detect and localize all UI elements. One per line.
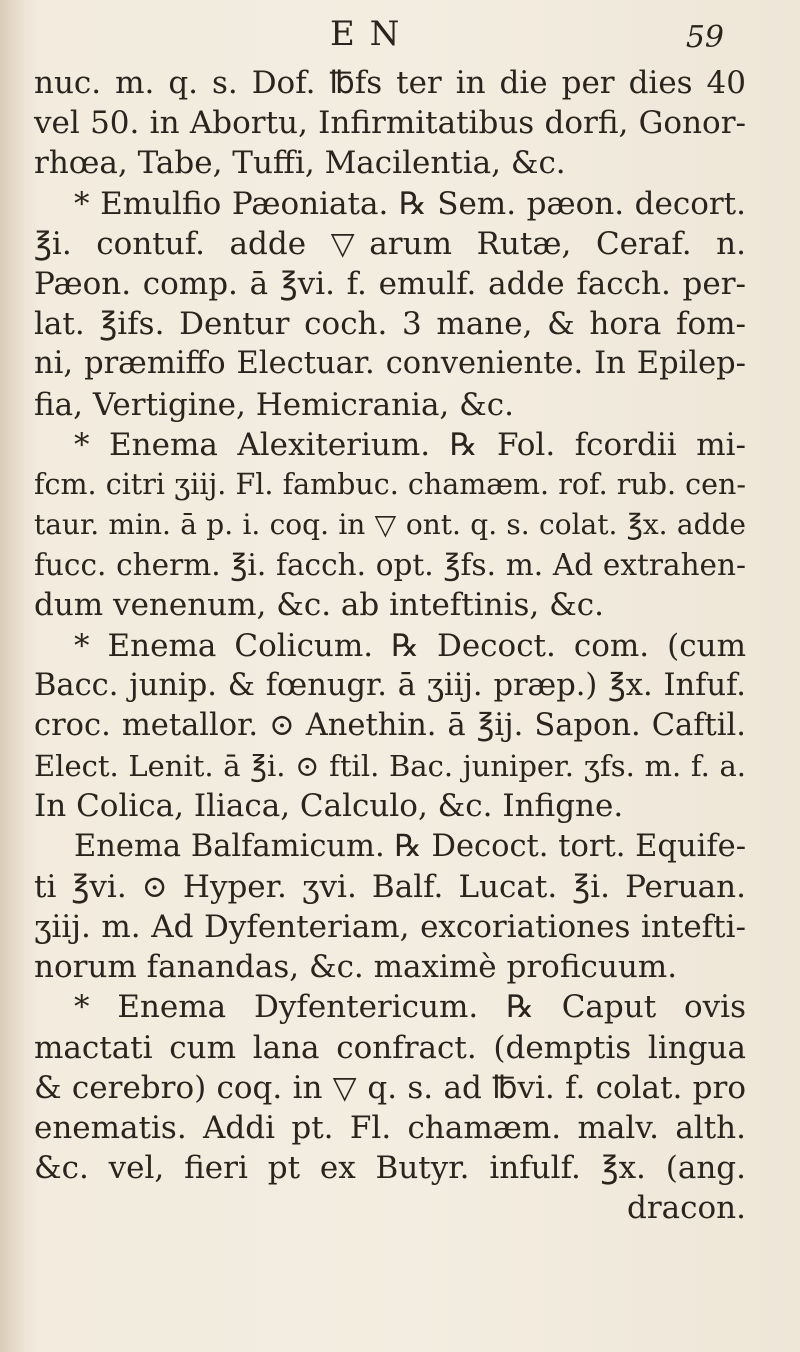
text-line: lat. ℥ifs. Dentur coch. 3 mane, & hora fom- — [34, 306, 746, 343]
page-header — [0, 10, 800, 60]
text-line: fucc. cherm. ℥i. facch. opt. ℥fs. m. Ad extrahen- — [34, 548, 746, 583]
text-line: croc. metallor. ⊙ Anethin. ā ℥ij. Sapon. Caftil. — [34, 708, 746, 743]
text-line: dracon. — [627, 1190, 746, 1227]
text-line: norum fanandas, &c. maximè proficuum. — [34, 949, 678, 986]
text-line: ʒiij. m. Ad Dyfenteriam, excoriationes intefti- — [34, 908, 746, 945]
text-line: vel 50. in Abortu, Infirmitatibus dorfi, Gonor- — [34, 105, 746, 142]
text-line: rhœa, Tabe, Tuffi, Macilentia, &c. — [34, 145, 566, 182]
text-line: Enema Balfamicum. ℞ Decoct. tort. Equife- — [74, 828, 746, 864]
text-line: fcm. citri ʒiij. Fl. fambuc. chamæm. rof. rub. cen- — [34, 467, 746, 501]
text-line: * Enema Dyfentericum. ℞ Caput ovis — [74, 989, 746, 1026]
text-line: nuc. m. q. s. Dof. ℔fs ter in die per dies 40 — [34, 65, 746, 101]
text-line: fia, Vertigine, Hemicrania, &c. — [34, 386, 514, 423]
text-line: enematis. Addi pt. Fl. chamæm. malv. alth. — [34, 1109, 746, 1146]
text-line: In Colica, Iliaca, Calculo, &c. Infigne. — [34, 788, 624, 825]
body-text — [34, 63, 746, 1228]
text-line: * Enema Colicum. ℞ Decoct. com. (cum — [74, 627, 746, 664]
text-line: ti ℥vi. ⊙ Hyper. ʒvi. Balf. Lucat. ℥i. Peruan. — [34, 868, 746, 905]
text-line: Elect. Lenit. ā ℥i. ⊙ ftil. Bac. juniper. ʒfs. m. f. a. — [34, 749, 746, 784]
text-line: ni, præmiffo Electuar. conveniente. In Epilep- — [34, 346, 746, 382]
text-line: &c. vel, fieri pt ex Butyr. infulf. ℥x. (ang. — [34, 1150, 746, 1187]
text-line: * Enema Alexiterium. ℞ Fol. fcordii mi- — [74, 426, 746, 463]
page-number: 59 — [685, 20, 724, 55]
text-line: Pæon. comp. ā ℥vi. f. emulf. adde facch. per- — [34, 265, 746, 302]
text-line: & cerebro) coq. in ▽ q. s. ad ℔vi. f. colat. pro — [34, 1069, 746, 1106]
text-line: * Emulfio Pæoniata. ℞ Sem. pæon. decort. — [74, 185, 746, 222]
text-line: ℥i. contuf. adde ▽arum Rutæ, Ceraf. n. — [34, 225, 746, 262]
page-gutter-shadow — [0, 0, 24, 1352]
text-line: taur. min. ā p. i. coq. in ▽ ont. q. s. colat. ℥x. adde — [34, 508, 746, 542]
running-head: E N — [330, 14, 402, 54]
text-line: mactati cum lana confract. (demptis lingua — [34, 1029, 746, 1066]
text-line: Bacc. junip. & fœnugr. ā ʒiij. præp.) ℥x. Infuf. — [34, 667, 746, 703]
text-line: dum venenum, &c. ab inteftinis, &c. — [34, 587, 604, 624]
